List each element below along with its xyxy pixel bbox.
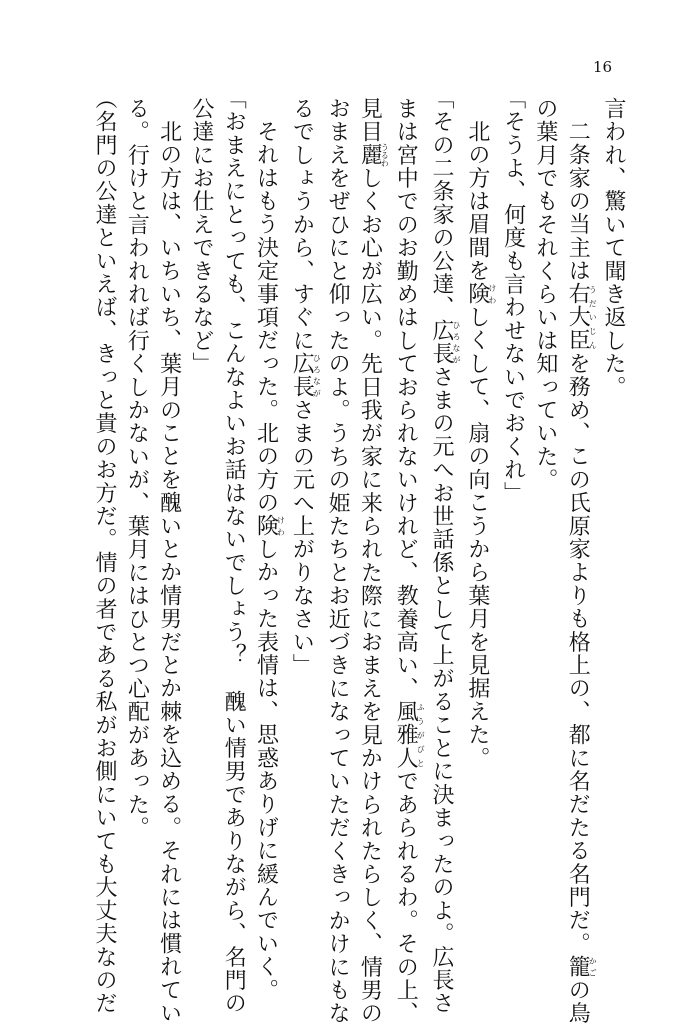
text-line: 北の方は眉間を険けわしくして、扇の向こうから葉月を見据えた。 [464, 120, 497, 770]
furigana: 険けわ [464, 282, 497, 306]
text-line: 北の方は、いちいち、葉月のことを醜いとか情男だとか棘を込める。それには慣れてい [156, 120, 182, 1025]
text-line: る。行けと言われれば行くしかないが、葉月にはひとつ心配があった。 [124, 97, 150, 840]
page-number: 16 [593, 58, 613, 76]
text-line: 「その二条家の公達、広長ひろながさまの元へお世話係として上がることに決まったのよ。広長さ [429, 87, 462, 1016]
furigana: 険けわ [253, 514, 286, 538]
furigana: 広長ひろなが [289, 352, 322, 399]
furigana: 麗うるわ [357, 143, 390, 168]
text-line: 公達にお仕えできるなど」 [188, 97, 214, 376]
text-line: の葉月でもそれくらいは知っていた。 [532, 97, 558, 492]
text-line: 「おまえにとっても、こんなよいお話はないでしょう？ 醜い情男でありながら、名門の [221, 87, 247, 1015]
body-text [69, 87, 629, 1025]
text-line: るでしょうから、すぐに広長ひろながさまの元へ上がりなさい」 [289, 97, 322, 678]
text-line: まは宮中でのお勤めはしておられないけれど、教養高い、風雅人ふうがびとであられるわ。その上、 [393, 97, 426, 1025]
text-line: 言われ、驚いて聞き返した。 [601, 97, 626, 399]
furigana: 籠かご [565, 955, 598, 979]
text-line: 「そうよ、何度も言わせないでおくれ」 [500, 87, 526, 505]
text-line: おまえをぜひにと仰ったのよ。うちの姫たちとお近づきになっていただくきっかけにもな [325, 97, 351, 1025]
text-line: 見目麗うるわしくお心が広い。先日我が家に来られた際におまえを見かけられたらしく、情男の [357, 97, 390, 1025]
text-line: それはもう決定事項だった。北の方の険けわしかった表情は、思惑ありげに緩んでいく。 [253, 120, 286, 1002]
furigana: 右大臣うだいじん [565, 282, 598, 353]
text-line: （名門の公達といえば、きっと貴のお方だ。情の者である私がお側にいても大丈夫なのだ [92, 87, 118, 1015]
furigana: 風雅人ふうがびと [393, 700, 426, 770]
text-line: 二条家の当主は右大臣うだいじんを務め、この氏原家よりも格上の、都に名だたる名門だ。籠かごの鳥 [565, 120, 598, 1025]
furigana: 広長ひろなが [429, 319, 462, 366]
